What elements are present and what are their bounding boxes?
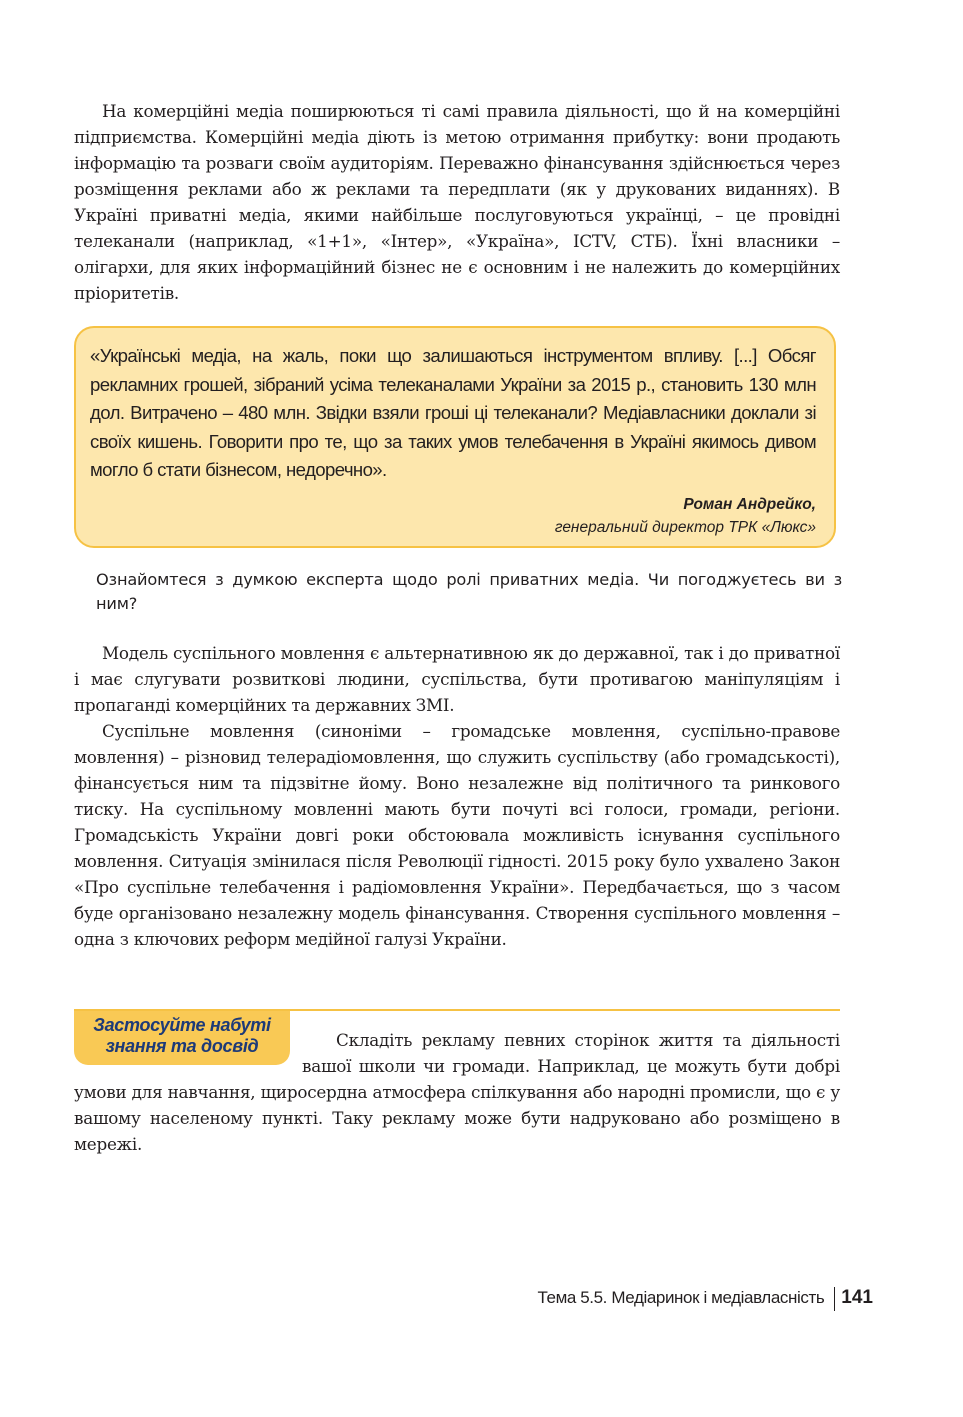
task-text: Складіть рекламу певних сторінок життя та діяльності вашої школи чи громади. Наприклад, це можуть бути добрі умови для навчання, щиросердна атмосфера спілкування або народні промисли, що є у вашому населеному пункті. Таку рекламу може бути надруковано або розміщено в мережі. — [74, 1030, 840, 1154]
footer-topic: Тема 5.5. Медіаринок і медіавласність — [537, 1288, 825, 1307]
quote-author-role: генеральний директор ТРК «Люкс» — [554, 518, 816, 536]
page-footer — [537, 1284, 873, 1312]
task-badge-line1: Застосуйте набуті — [93, 1015, 271, 1035]
page-number: 141 — [841, 1287, 873, 1308]
task-badge-line2: знання та досвід — [105, 1036, 259, 1056]
quote-attribution — [90, 493, 816, 539]
expert-quote-box — [74, 326, 836, 548]
discussion-question: Ознайомтеся з думкою експерта щодо ролі приватних медіа. Чи погоджуєтесь ви з ним? — [96, 570, 842, 613]
paragraph-public-broadcasting-model: Модель суспільного мовлення є альтернативною як до державної, так і до приватної і має слугувати розвиткові людини, суспільства, бути противагою маніпуляціям і пропаганді комерційних та державних ЗМІ. — [74, 643, 840, 715]
paragraph-public-broadcasting-definition: Суспільне мовлення (синоніми – громадське мовлення, суспільно-правове мовлення) – різновид телерадіомовлення, що служить суспільству (або громадськості), фінансується ним та підзвітне йому. Воно незалежне від політичного та ринкового тиску. На суспільному мовленні мають бути почуті всі голоси, громади, регіони. Громадськість України довгі роки обстоювала можливість існування суспільного мовлення. Ситуація змінилася після Революції гідності. 2015 року було ухвалено Закон «Про суспільне телебачення і радіомовлення України». Передбачається, що з часом буде організовано незалежну модель фінансування. Створення суспільного мовлення – одна з ключових реформ медійної галузі України. — [74, 721, 840, 949]
task-badge — [74, 1011, 290, 1065]
paragraph-commercial-media: На комерційні медіа поширюються ті самі правила діяльності, що й на комерційні підприємства. Комерційні медіа діють із метою отримання прибутку: вони продають інформацію та розваги своїм аудиторіям. Переважно фінансування здійснюється через розміщення реклами або ж реклами та передплати (як у друкованих виданнях). В Україні приватні медіа, якими найбільше послуговуються українці, – це провідні телеканали (наприклад, «1+1», «Інтер», «Україна», ICTV, СТБ). Їхні власники – олігархи, для яких інформаційний бізнес не є основним і не належить до комерційних пріоритетів. — [74, 101, 840, 303]
quote-author-name: Роман Андрейко, — [683, 495, 816, 513]
footer-separator — [834, 1287, 835, 1311]
quote-text: «Українські медіа, на жаль, поки що залишаються інструментом впливу. [...] Обсяг рекламних грошей, зібраний усіма телеканалами України за 2015 р., становить 130 млн дол. Витрачено – 480 млн. Звідки взяли гроші ці телеканали? Медіавласники доклали зі своїх кишень. Говорити про те, що за таких умов телебачення в Україні якимось дивом могло б стати бізнесом, недоречно». — [90, 345, 816, 480]
